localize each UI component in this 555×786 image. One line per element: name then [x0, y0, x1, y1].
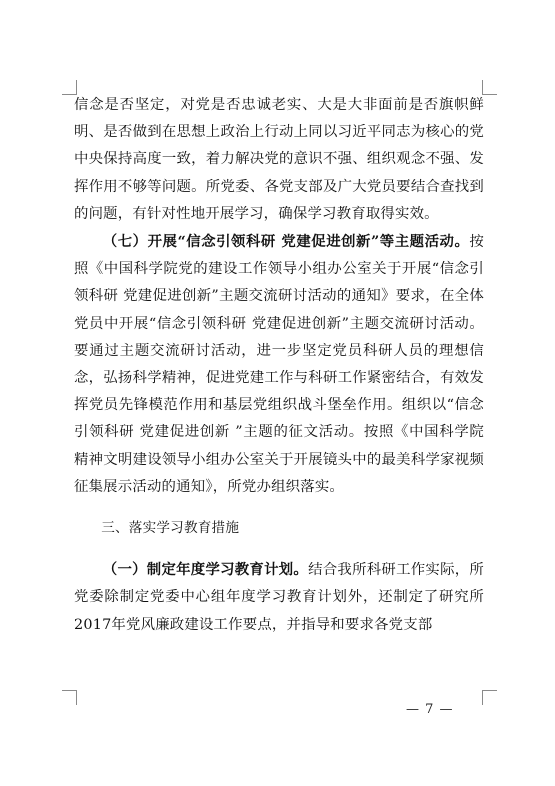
crop-mark-bottom-right [482, 690, 497, 705]
section-3-heading: 三、落实学习教育措施 [101, 520, 240, 537]
paragraph-continued: 信念是否坚定，对党是否忠诚老实、大是大非面前是否旗帜鲜明、是否做到在思想上政治上行动上同以习近平同志为核心的党中央保持高度一致，着力解决党的意识不强、组织观念不强、发挥作用不够等问题。所党委、各党支部及广大党员要结合查找到的问题，有针对性地开展学习，确保学习教育取得实效。 [74, 97, 484, 222]
paragraph-item-1 [74, 556, 484, 639]
document-body [74, 92, 484, 639]
crop-mark-top-right [482, 80, 497, 95]
crop-mark-bottom-left [62, 690, 77, 705]
item-1-body: 结合我所科研工作实际，所党委除制定党委中心组年度学习教育计划外，还制定了研究所2017年党风廉政建设工作要点，并指导和要求各党支部 [74, 562, 484, 633]
item-1-heading: （一）制定年度学习教育计划。 [102, 561, 309, 579]
item-7-heading: （七）开展“信念引领科研 党建促进创新”等主题活动。 [102, 233, 470, 251]
paragraph-item-7 [74, 228, 484, 501]
item-7-body: 按照《中国科学院党的建设工作领导小组办公室关于开展“信念引领科研 党建促进创新”主题交流研讨活动的通知》要求，在全体党员中开展“信念引领科研 党建促进创新”主题交流研讨活动。要通过主题交流研讨活动，进一步坚定党员科研人员的理想信念，弘扬科学精神，促进党建工作与科研工作紧密结合，有效发挥党员先锋模范作用和基层党组织战斗堡垒作用。组织以“信念引领科研 党建促进创新 ”主题的征文活动。按照《中国科学院精神文明建设领导小组办公室关于开展镜头中的最美科学家视频征集展示活动的通知》，所党办组织落实。 [74, 234, 484, 495]
page-number: — 7 — [406, 702, 454, 717]
